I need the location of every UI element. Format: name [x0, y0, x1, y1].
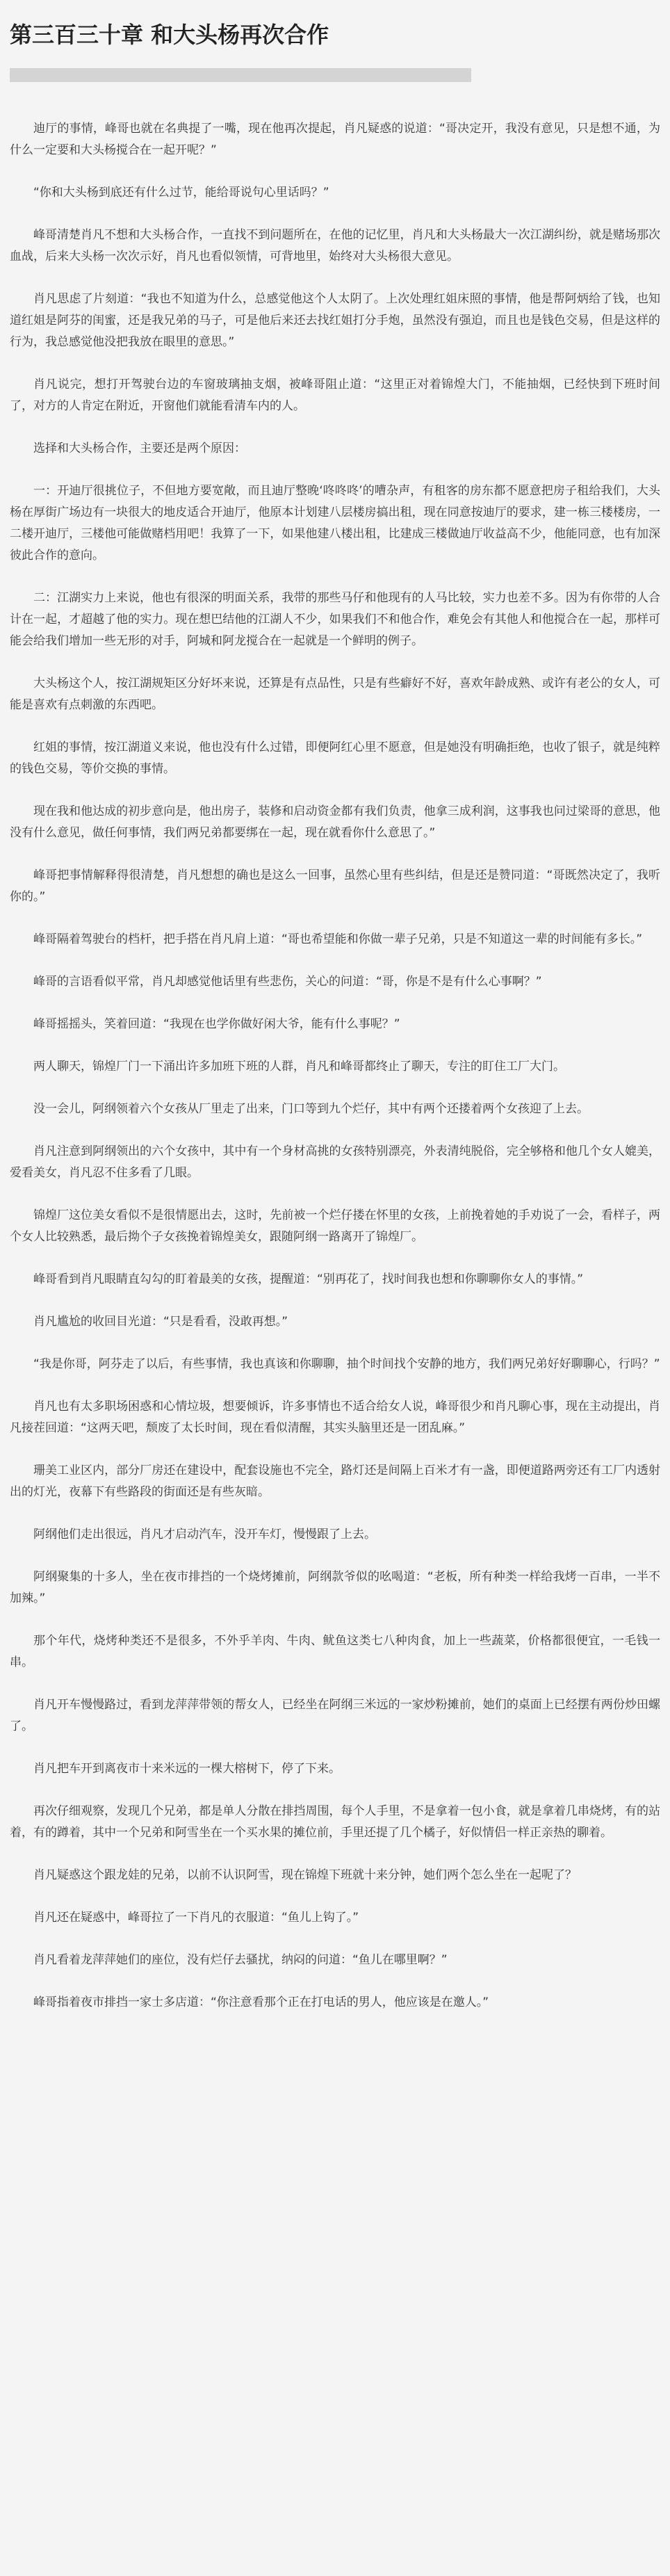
chapter-paragraph: 阿纲聚集的十多人，坐在夜市排挡的一个烧烤摊前，阿纲款爷似的吆喝道：“老板，所有种类一样给我烤一百串，一半不加辣。”: [10, 1570, 660, 1605]
chapter-paragraph: 两人聊天，锦煌厂门一下涌出许多加班下班的人群，肖凡和峰哥都终止了聊天，专注的盯住工厂大门。: [33, 1060, 565, 1074]
chapter-paragraph: 珊美工业区内，部分厂房还在建设中，配套设施也不完全，路灯还是间隔上百米才有一盏，即便道路两旁还有工厂内透射出的灯光，夜幕下有些路段的街面还是有些灰暗。: [10, 1464, 660, 1499]
chapter-paragraph: 肖凡还在疑惑中，峰哥拉了一下肖凡的衣服道：“鱼儿上钩了。”: [33, 1911, 359, 1925]
chapter-paragraph: 红姐的事情，按江湖道义来说，他也没有什么过错，即便阿红心里不愿意，但是她没有明确拒绝，也收了银子，就是纯粹的钱色交易，等价交换的事情。: [10, 740, 660, 776]
chapter-paragraph: 阿纲他们走出很远，肖凡才启动汽车，没开车灯，慢慢跟了上去。: [33, 1528, 376, 1541]
chapter-paragraph: 肖凡尴尬的收回目光道：“只是看看，没敢再想。”: [33, 1315, 288, 1329]
chapter-paragraph: 再次仔细观察，发现几个兄弟，都是单人分散在排挡周围，每个人手里，不是拿着一包小食，就是拿着几串烧烤，有的站着，有的蹲着，其中一个兄弟和阿雪坐在一个买水果的摊位前，手里还提了几个橘子，好似情侣一样正亲热的聊着。: [10, 1804, 660, 1840]
chapter-paragraph: 峰哥看到肖凡眼睛直勾勾的盯着最美的女孩，提醒道：“别再花了，找时间我也想和你聊聊你女人的事情。”: [33, 1272, 584, 1286]
chapter-paragraph: 肖凡疑惑这个跟龙娃的兄弟，以前不认识阿雪，现在锦煌下班就十来分钟，她们两个怎么坐在一起呢了？: [33, 1868, 577, 1882]
chapter-paragraph: 选择和大头杨合作，主要还是两个原因：: [33, 442, 246, 455]
chapter-paragraph: 现在我和他达成的初步意向是，他出房子，装修和启动资金都有我们负责，他拿三成利润，这事我也问过梁哥的意思，他没有什么意见，做任何事情，我们两兄弟都要绑在一起，现在就看你什么意思了。”: [10, 804, 660, 840]
chapter-paragraph: 大头杨这个人，按江湖规矩区分好坏来说，还算是有点品性，只是有些癖好不好，喜欢年龄成熟、或许有老公的女人，可能是喜欢有点刺激的东西吧。: [10, 677, 660, 712]
chapter-paragraph: 一：开迪厅很挑位子，不但地方要宽敞，而且迪厅整晚‘咚咚咚’的嘈杂声，有租客的房东都不愿意把房子租给我们，大头杨在厚街广场边有一块很大的地皮适合开迪厅，他原本计划建八层楼房搞出租，现在同意按迪厅的要求，建一栋三楼楼房，一二楼开迪厅，三楼他可能做赌档用吧！我算了一下，如果他建八楼出租，比建成三楼做迪厅收益高不少，他能同意，也有加深彼此合作的意向。: [10, 484, 660, 562]
chapter-paragraph: 肖凡开车慢慢路过，看到龙萍萍带领的帮女人，已经坐在阿纲三米远的一家炒粉摊前，她们的桌面上已经摆有两份炒田螺了。: [10, 1698, 660, 1733]
chapter-paragraph: 那个年代，烧烤种类还不是很多，不外乎羊肉、牛肉、鱿鱼这类七八种肉食，加上一些蔬菜，价格都很便宜，一毛钱一串。: [10, 1634, 660, 1669]
chapter-paragraph: 峰哥摇摇头，笑着回道：“我现在也学你做好闲大爷，能有什么事呢？”: [33, 1017, 400, 1031]
chapter-paragraph: 肖凡把车开到离夜市十来米远的一棵大榕树下，停了下来。: [33, 1762, 341, 1776]
chapter-paragraph: 肖凡说完，想打开驾驶台边的车窗玻璃抽支烟，被峰哥阻止道：“这里正对着锦煌大门，不能抽烟，已经快到下班时间了，对方的人肯定在附近，开窗他们就能看清车内的人。: [10, 378, 660, 413]
chapter-paragraph: 肖凡注意到阿纲领出的六个女孩中，其中有一个身材高挑的女孩特别漂亮，外表清纯脱俗，完全够格和他几个女人媲美，爱看美女，肖凡忍不住多看了几眼。: [10, 1144, 660, 1180]
chapter-paragraph: 肖凡思虑了片刻道：“我也不知道为什么，总感觉他这个人太阴了。上次处理红姐床照的事情，他是帮阿炳给了钱，也知道红姐是阿芬的闺蜜，还是我兄弟的马子，可是他后来还去找红姐打分手炮，虽然没有强迫，而且也是钱色交易，但是这样的行为，我总感觉他没把我放在眼里的意思。”: [10, 292, 660, 349]
chapter-paragraph: 肖凡也有太多职场困惑和心情垃圾，想要倾诉，许多事情也不适合给女人说，峰哥很少和肖凡聊心事，现在主动提出，肖凡接茬回道：“这两天吧，颓废了太长时间，现在看似清醒，其实头脑里还是一团乱麻。”: [10, 1400, 660, 1435]
chapter-paragraph: 峰哥指着夜市排挡一家士多店道：“你注意看那个正在打电话的男人，他应该是在邀人。”: [33, 1995, 489, 2009]
chapter-paragraph: 峰哥隔着驾驶台的档杆，把手搭在肖凡肩上道：“哥也希望能和你做一辈子兄弟，只是不知道这一辈的时间能有多长。”: [33, 932, 643, 946]
chapter-paragraph: “我是你哥，阿芬走了以后，有些事情，我也真该和你聊聊，抽个时间找个安静的地方，我们两兄弟好好聊聊心，行吗？”: [33, 1357, 660, 1371]
chapter-paragraph: 二：江湖实力上来说，他也有很深的明面关系，我带的那些马仔和他现有的人马比较，实力也差不多。因为有你带的人合计在一起，才超越了他的实力。现在想巴结他的江湖人不少，如果我们不和他合作，难免会有其他人和他搅合在一起，那样可能会给我们增加一些无形的对手，阿城和阿龙搅合在一起就是一个鲜明的例子。: [10, 591, 660, 648]
chapter-paragraph: 峰哥的言语看似平常，肖凡却感觉他话里有些悲伤，关心的问道：“哥，你是不是有什么心事啊？”: [33, 975, 542, 989]
chapter-paragraph: 没一会儿，阿纲领着六个女孩从厂里走了出来，门口等到九个烂仔，其中有两个还搂着两个女孩迎了上去。: [33, 1102, 589, 1116]
title-divider-bar: [10, 68, 471, 82]
chapter-paragraph: 峰哥把事情解释得很清楚，肖凡想想的确也是这么一回事，虽然心里有些纠结，但是还是赞同道：“哥既然决定了，我听你的。”: [10, 868, 660, 904]
chapter-paragraph: 肖凡看着龙萍萍她们的座位，没有烂仔去骚扰，纳闷的问道：“鱼儿在哪里啊？”: [33, 1953, 448, 1967]
chapter-title: 第三百三十章 和大头杨再次合作: [10, 22, 329, 48]
chapter-paragraph: 锦煌厂这位美女看似不是很情愿出去，这时，先前被一个烂仔搂在怀里的女孩，上前挽着她的手劝说了一会，看样子，两个女人比较熟悉，最后拗个子女孩挽着锦煌美女，跟随阿纲一路离开了锦煌厂。: [10, 1208, 660, 1244]
chapter-paragraph: “你和大头杨到底还有什么过节，能给哥说句心里话吗？”: [33, 186, 329, 200]
chapter-paragraph: 峰哥清楚肖凡不想和大头杨合作，一直找不到问题所在，在他的记忆里，肖凡和大头杨最大一次江湖纠纷，就是赌场那次血战，后来大头杨一次次示好，肖凡也看似领情，可背地里，始终对大头杨很大意见。: [10, 228, 660, 264]
chapter-paragraph: 迪厅的事情，峰哥也就在名典提了一嘴，现在他再次提起，肖凡疑惑的说道：“哥决定开，我没有意见，只是想不通，为什么一定要和大头杨搅合在一起开呢？”: [10, 122, 660, 157]
chapter-content: [10, 118, 660, 2014]
